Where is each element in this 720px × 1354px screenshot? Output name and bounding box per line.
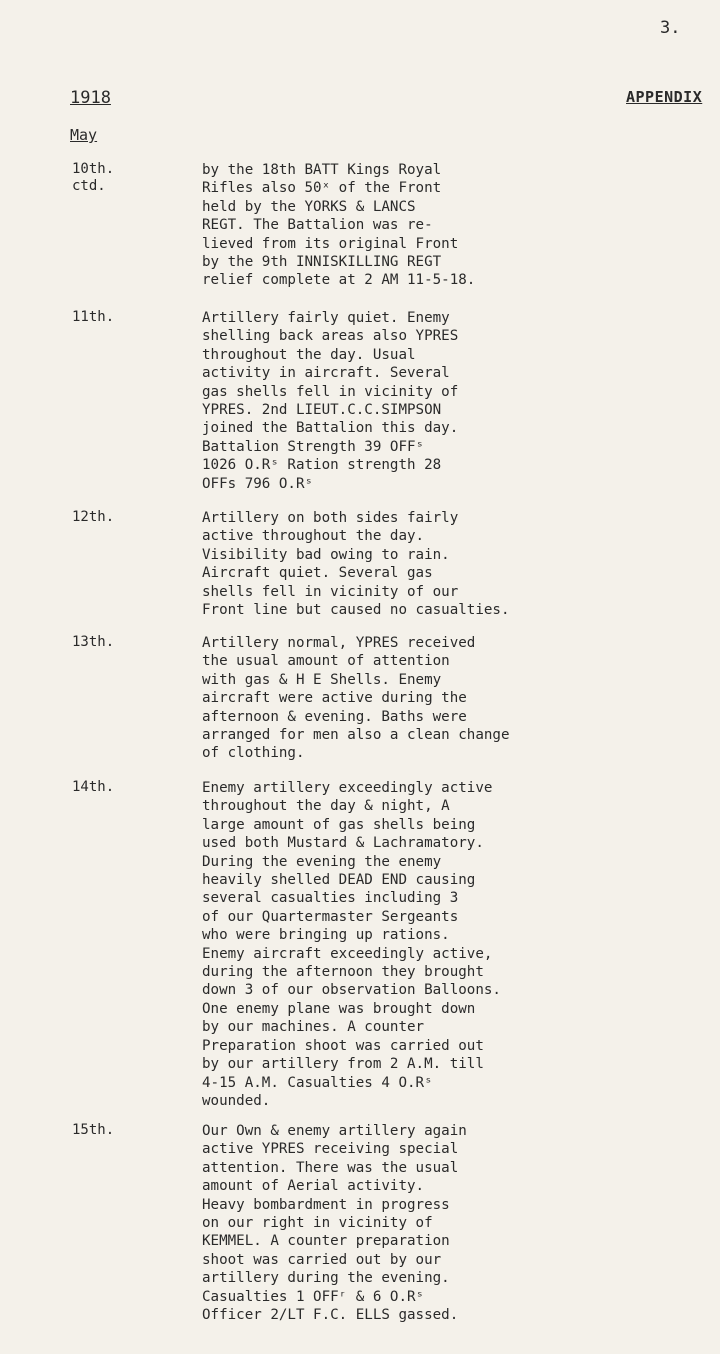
entry-line: Battalion Strength 39 OFFˢ — [202, 438, 425, 455]
entry-line: arranged for men also a clean change — [202, 727, 510, 744]
entry-line: artillery during the evening. — [202, 1270, 450, 1287]
month-heading: May — [70, 126, 98, 144]
entry-line: by our artillery from 2 A.M. till — [202, 1056, 484, 1073]
entry-line: aircraft were active during the — [202, 690, 467, 707]
entry-text — [202, 309, 458, 493]
entry-line: attention. There was the usual — [202, 1159, 459, 1176]
entry-line: REGT. The Battalion was re- — [202, 217, 433, 234]
entry-line: shells fell in vicinity of our — [202, 583, 459, 600]
entry-line: Artillery on both sides fairly — [202, 510, 459, 526]
entry-line: of clothing. — [202, 745, 305, 762]
entry-line: KEMMEL. A counter preparation — [202, 1233, 450, 1250]
entry-line: Aircraft quiet. Several gas — [202, 565, 433, 582]
page-number: 3. — [660, 18, 681, 38]
entry-line: the usual amount of attention — [202, 653, 450, 670]
entry-text — [202, 779, 501, 1110]
entry-line: several casualties including 3 — [202, 890, 459, 907]
entry-line: by the 18th BATT Kings Royal — [202, 162, 442, 178]
entry-line: down 3 of our observation Balloons. — [202, 982, 501, 999]
appendix-heading: APPENDIX — [626, 88, 703, 106]
entry-line: who were bringing up rations. — [202, 927, 450, 944]
entry-line: throughout the day & night, A — [202, 798, 450, 815]
entry-line: activity in aircraft. Several — [202, 365, 450, 382]
entry-line: Heavy bombardment in progress — [202, 1196, 450, 1213]
entry-line: afternoon & evening. Baths were — [202, 708, 467, 725]
entry-date: 12th. — [72, 509, 115, 525]
entry-text — [202, 634, 510, 763]
entry-line: shelling back areas also YPRES — [202, 328, 459, 345]
entry-line: Casualties 1 OFFʳ & 6 O.Rˢ — [202, 1288, 425, 1305]
entry-date: 14th. — [72, 779, 115, 795]
entry-line: shoot was carried out by our — [202, 1251, 442, 1268]
entry-line: Our Own & enemy artillery again — [202, 1123, 467, 1139]
entry-line: amount of Aerial activity. — [202, 1178, 425, 1195]
entry-line: Rifles also 50ˣ of the Front — [202, 180, 442, 197]
entry-line: Preparation shoot was carried out — [202, 1037, 484, 1054]
year-heading: 1918 — [70, 88, 111, 108]
entry-line: During the evening the enemy — [202, 853, 442, 870]
entry-line: active YPRES receiving special — [202, 1141, 459, 1158]
entry-line: YPRES. 2nd LIEUT.C.C.SIMPSON — [202, 402, 442, 419]
entry-line: used both Mustard & Lachramatory. — [202, 835, 484, 852]
entry-line: by the 9th INNISKILLING REGT — [202, 254, 442, 271]
entry-line: active throughout the day. — [202, 528, 425, 545]
entry-line: OFFs 796 O.Rˢ — [202, 475, 314, 492]
entry-line: Artillery normal, YPRES received — [202, 635, 476, 651]
entry-line: relief complete at 2 AM 11-5-18. — [202, 272, 476, 289]
entry-line: large amount of gas shells being — [202, 816, 476, 833]
entry-date: 11th. — [72, 309, 115, 325]
entry-line: gas shells fell in vicinity of — [202, 383, 459, 400]
entry-line: wounded. — [202, 1092, 271, 1109]
entry-line: Visibility bad owing to rain. — [202, 546, 450, 563]
entry-line: 4-15 A.M. Casualties 4 O.Rˢ — [202, 1074, 433, 1091]
entry-line: Enemy aircraft exceedingly active, — [202, 945, 493, 962]
entry-date: 13th. — [72, 634, 115, 650]
entry-date: 10th. ctd. — [72, 161, 115, 194]
entry-line: on our right in vicinity of — [202, 1215, 433, 1232]
entry-line: throughout the day. Usual — [202, 346, 416, 363]
entry-text — [202, 509, 510, 619]
entry-text — [202, 1122, 467, 1324]
entry-line: lieved from its original Front — [202, 235, 459, 252]
entry-date: 15th. — [72, 1122, 115, 1138]
entry-line: joined the Battalion this day. — [202, 420, 459, 437]
entry-text — [202, 161, 475, 290]
entry-line: One enemy plane was brought down — [202, 1000, 476, 1017]
entry-line: with gas & H E Shells. Enemy — [202, 671, 442, 688]
entry-line: Officer 2/LT F.C. ELLS gassed. — [202, 1307, 459, 1324]
entry-line: heavily shelled DEAD END causing — [202, 872, 476, 889]
entry-line: during the afternoon they brought — [202, 964, 484, 981]
entry-line: Front line but caused no casualties. — [202, 602, 510, 619]
entry-line: by our machines. A counter — [202, 1019, 425, 1036]
entry-line: held by the YORKS & LANCS — [202, 198, 416, 215]
entry-line: Artillery fairly quiet. Enemy — [202, 310, 450, 326]
entry-line: Enemy artillery exceedingly active — [202, 780, 493, 796]
entry-line: of our Quartermaster Sergeants — [202, 908, 459, 925]
entry-line: 1026 O.Rˢ Ration strength 28 — [202, 457, 442, 474]
